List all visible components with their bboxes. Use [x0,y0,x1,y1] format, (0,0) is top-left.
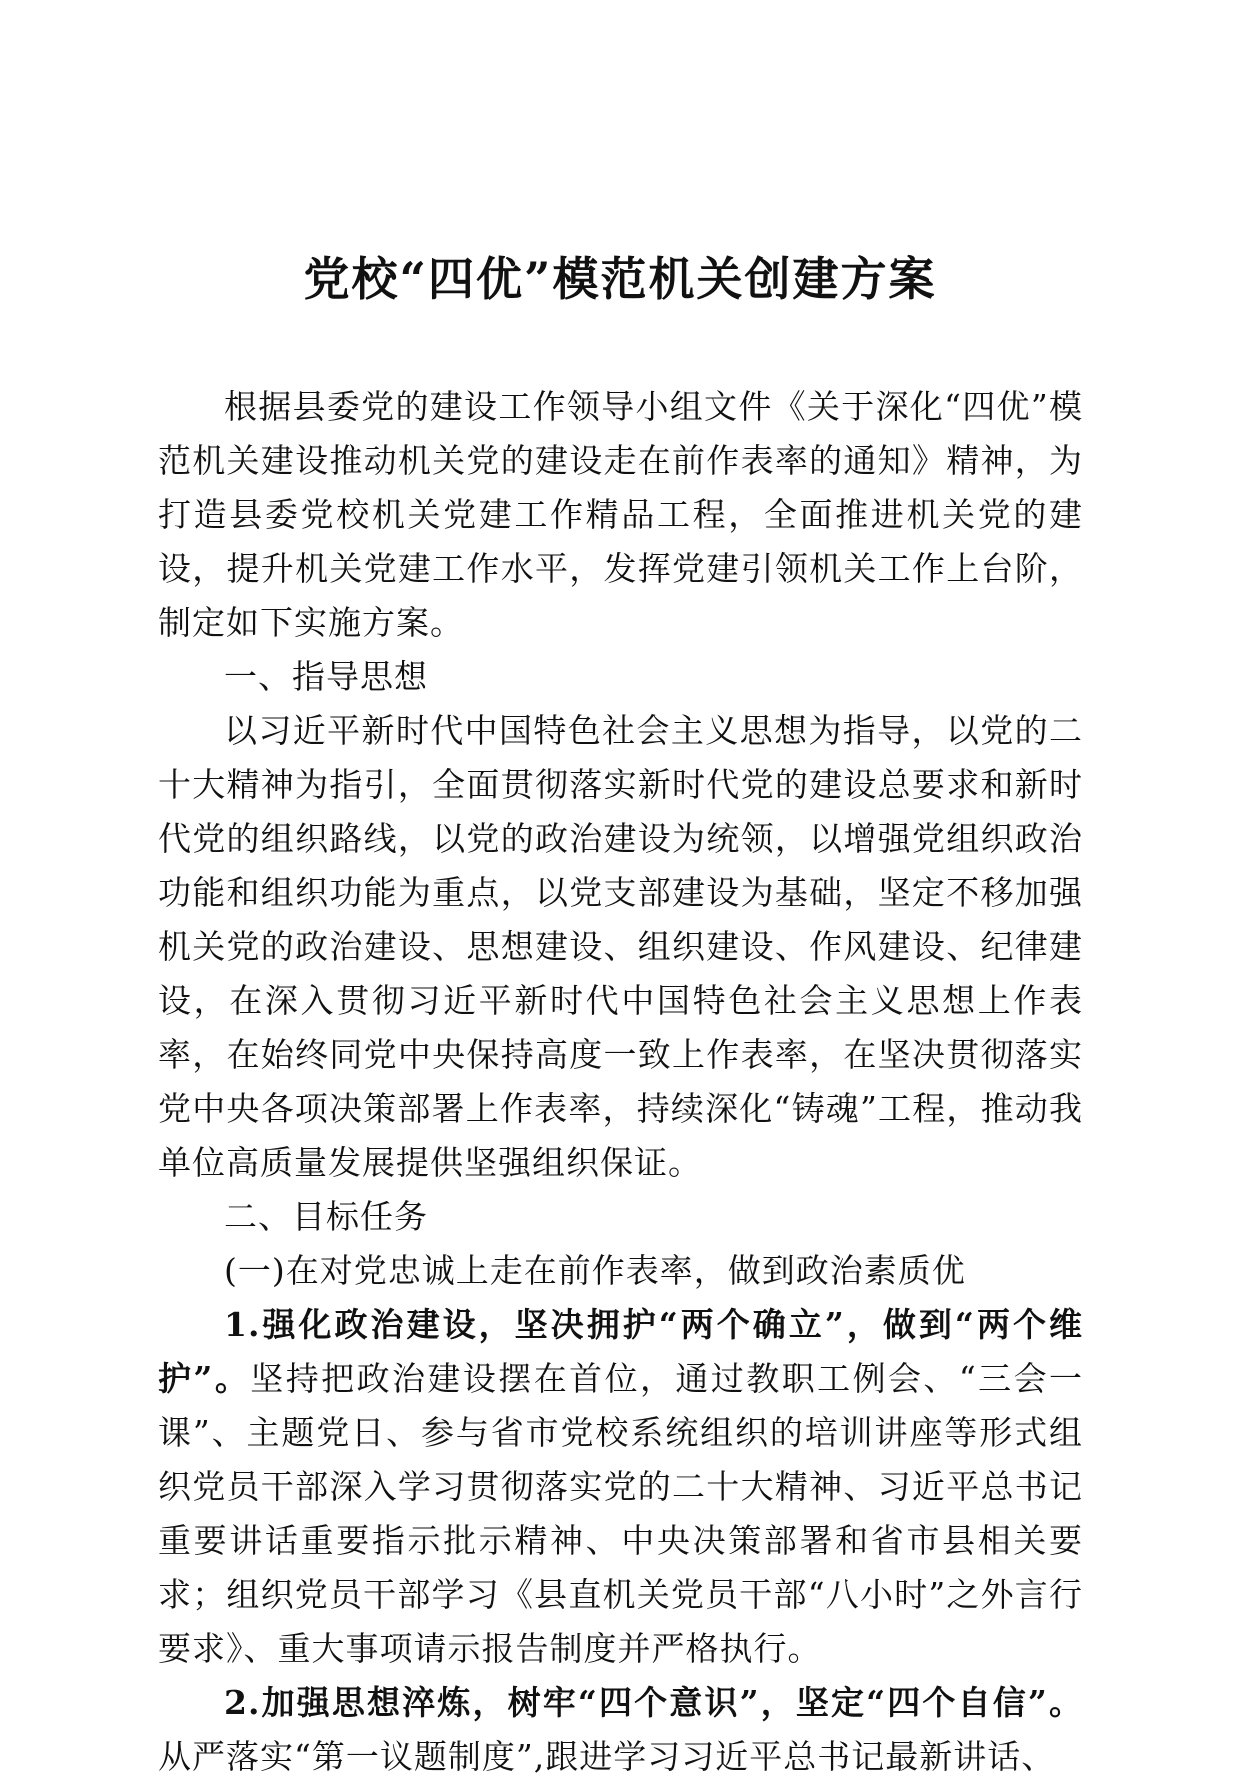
item-2-title: 2.加强思想淬炼，树牢“四个意识”，坚定“四个自信”。 [224,1683,1083,1722]
item-2-paragraph [158,1676,1083,1784]
section-heading-guiding-ideology: 一、指导思想 [224,657,428,696]
subsection-heading-political-quality: (一)在对党忠诚上走在前作表率，做到政治素质优 [224,1251,966,1290]
item-2-body: 从严落实“第一议题制度”,跟进学习习近平总书记最新讲话、 [158,1737,1056,1776]
item-1-title: 1.强化政治建设，坚决拥护“两个确立”，做到“两个维护”。 [158,1305,1083,1398]
document-body [158,380,1083,1784]
guiding-ideology-paragraph: 以习近平新时代中国特色社会主义思想为指导，以党的二十大精神为指引，全面贯彻落实新时代党的建设总要求和新时代党的组织路线，以党的政治建设为统领，以增强党组织政治功能和组织功能为重点，以党支部建设为基础，坚定不移加强机关党的政治建设、思想建设、组织建设、作风建设、纪律建设，在深入贯彻习近平新时代中国特色社会主义思想上作表率，在始终同党中央保持高度一致上作表率，在坚决贯彻落实党中央各项决策部署上作表率，持续深化“铸魂”工程，推动我单位高质量发展提供坚强组织保证。 [158,711,1083,1182]
item-1-paragraph [158,1298,1083,1676]
section-heading-goals-tasks: 二、目标任务 [224,1197,428,1236]
intro-paragraph: 根据县委党的建设工作领导小组文件《关于深化“四优”模范机关建设推动机关党的建设走在前作表率的通知》精神，为打造县委党校机关党建工作精品工程，全面推进机关党的建设，提升机关党建工作水平，发挥党建引领机关工作上台阶，制定如下实施方案。 [158,387,1083,642]
item-1-body: 坚持把政治建设摆在首位，通过教职工例会、“三会一课”、主题党日、参与省市党校系统组织的培训讲座等形式组织党员干部深入学习贯彻落实党的二十大精神、习近平总书记重要讲话重要指示批示精神、中央决策部署和省市县相关要求；组织党员干部学习《县直机关党员干部“八小时”之外言行要求》、重大事项请示报告制度并严格执行。 [158,1359,1084,1668]
document-title: 党校“四优”模范机关创建方案 [303,252,937,306]
